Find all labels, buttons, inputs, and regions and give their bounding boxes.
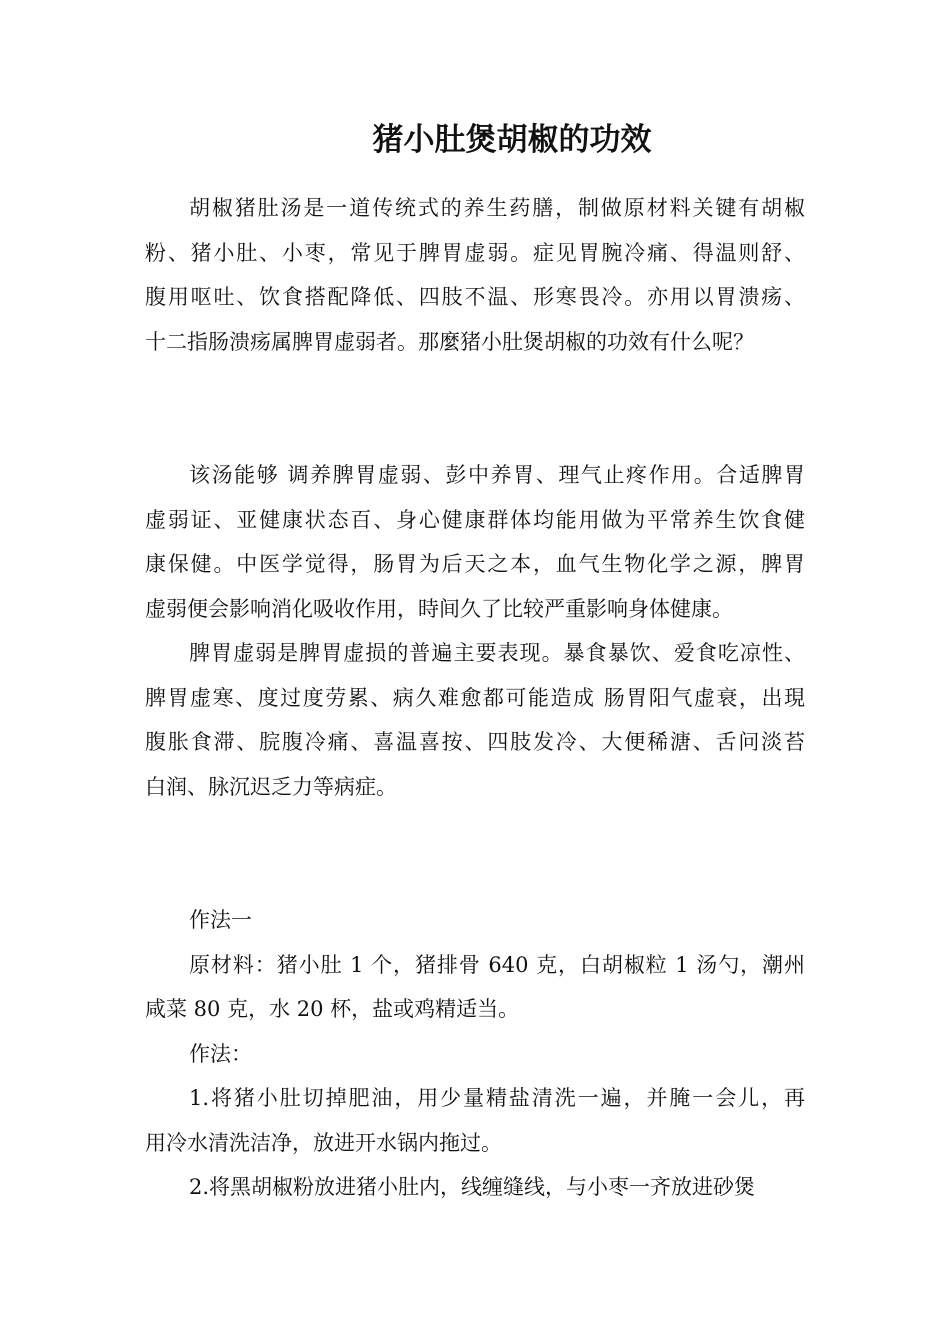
paragraph-line: 作法一	[189, 908, 252, 932]
paragraph-line: 咸菜 80 克，水 20 杯，盐或鸡精适当。	[145, 997, 520, 1021]
paragraph	[145, 453, 805, 631]
paragraph-line: 粉、猪小肚、小枣，常见于脾胃虚弱。症见胃腕冷痛、得温则舒、	[145, 240, 805, 265]
paragraph	[145, 186, 805, 364]
paragraph-line: 2.将黑胡椒粉放进猪小肚内，线缠缝线，与小枣一齐放进砂煲	[189, 1175, 756, 1199]
paragraph-line: 脾胃虚弱是脾胃虚损的普遍主要表现。暴食暴饮、爱食吃凉性、	[189, 641, 805, 665]
paragraph-line: 用冷水清洗洁净，放进开水锅内拖过。	[145, 1130, 502, 1155]
paragraph	[145, 1076, 805, 1165]
paragraph-line: 腹胀食滞、脘腹冷痛、喜温喜按、四肢发冷、大便稀溏、舌问淡苔	[145, 730, 805, 754]
empty-line	[145, 409, 805, 454]
empty-line	[145, 364, 805, 409]
paragraph	[145, 943, 805, 1032]
paragraph-line: 1.将猪小肚切掉肥油，用少量精盐清洗一遍，并腌一会儿，再	[189, 1086, 805, 1110]
paragraph-line: 虚弱证、亚健康状态百、身心健康群体均能用做为平常养生饮食健	[145, 507, 805, 532]
paragraph-line: 原材料：猪小肚 1 个，猪排骨 640 克，白胡椒粒 1 汤勺，潮州	[189, 952, 805, 977]
paragraph-line: 胡椒猪肚汤是一道传统式的养生药膳，制做原材料关键有胡椒	[189, 196, 805, 220]
paragraph	[145, 898, 805, 943]
paragraph-line: 康保健。中医学觉得，肠胃为后天之本，血气生物化学之源，脾胃	[145, 552, 805, 576]
paragraph	[145, 1032, 805, 1077]
paragraph-line: 白润、脉沉迟乏力等病症。	[145, 774, 397, 799]
document-title: 猪小肚煲胡椒的功效	[372, 122, 652, 158]
paragraph-line: 该汤能够 调养脾胃虚弱、彭中养胃、理气止疼作用。合适脾胃	[189, 463, 805, 487]
paragraph-line: 十二指肠溃疡属脾胃虚弱者。那麼猪小肚煲胡椒的功效有什么呢？	[145, 329, 754, 354]
empty-line	[145, 809, 805, 854]
paragraph-line: 腹用呕吐、饮食搭配降低、四肢不温、形寒畏冷。亦用以胃溃疡、	[145, 285, 805, 309]
empty-line	[145, 854, 805, 899]
paragraph-line: 脾胃虚寒、度过度劳累、病久难愈都可能造成 肠胃阳气虚衰，出現	[145, 685, 805, 710]
paragraph	[145, 1165, 805, 1210]
paragraph-line: 作法：	[189, 1041, 252, 1066]
paragraph-line: 虚弱便会影响消化吸收作用，時间久了比较严重影响身体健康。	[145, 596, 733, 621]
document-body	[145, 186, 805, 1210]
paragraph	[145, 631, 805, 809]
